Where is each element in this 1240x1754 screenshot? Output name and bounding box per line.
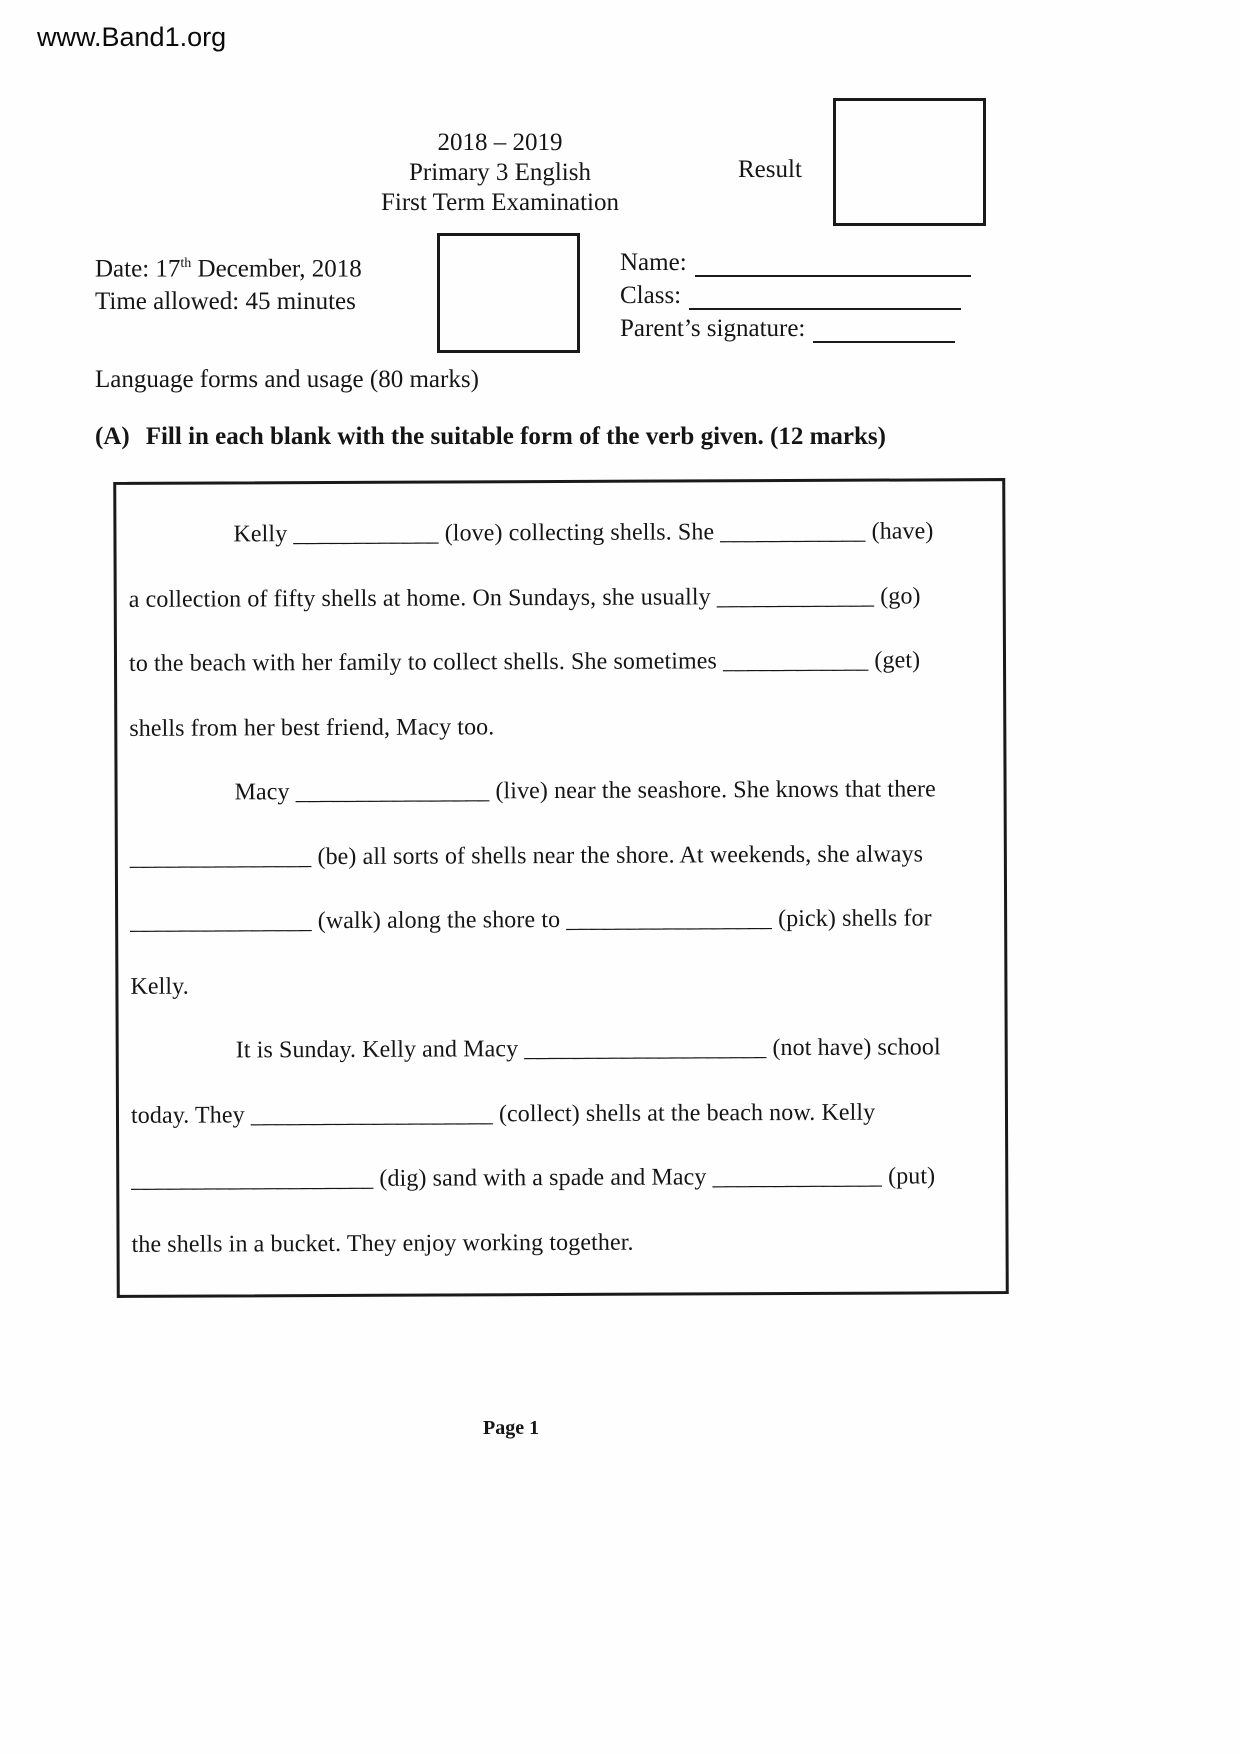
exercise-line: ____________________ (dig) sand with a spade and Macy ______________ (put) <box>131 1163 936 1193</box>
exercise-line: It is Sunday. Kelly and Macy ____________________ (not have) school <box>235 1034 941 1064</box>
blank-info-box <box>437 233 580 353</box>
part-label: (A) <box>95 423 130 450</box>
date-time-block <box>95 247 362 318</box>
exercise-line: today. They ____________________ (collect) shells at the beach now. Kelly <box>130 1099 876 1129</box>
name-blank-line <box>695 251 971 277</box>
exercise-box <box>113 478 1009 1298</box>
page-number: Page 1 <box>483 1417 540 1439</box>
exercise-line: _______________ (walk) along the shore to _________________ (pick) shells for <box>130 905 932 935</box>
exercise-line: the shells in a bucket. They enjoy working together. <box>131 1229 634 1258</box>
exam-date <box>95 247 362 285</box>
signature-blank-line <box>813 317 955 343</box>
part-a-instruction <box>95 423 886 451</box>
date-ordinal: th <box>180 256 192 271</box>
site-watermark: www.Band1.org <box>37 22 227 52</box>
exercise-line: to the beach with her family to collect shells. She sometimes ____________ (get) <box>128 647 921 677</box>
date-text: Date: 17 <box>95 255 181 283</box>
exercise-line: a collection of fifty shells at home. On Sundays, she usually _____________ (go) <box>128 582 921 613</box>
exam-year: 2018 – 2019 <box>437 129 563 156</box>
class-blank-line <box>689 284 961 310</box>
signature-row <box>620 310 971 343</box>
exercise-line: Kelly ____________ (love) collecting shells. She ____________ (have) <box>233 518 934 548</box>
signature-label: Parent’s signature: <box>620 315 806 342</box>
exercise-line: _______________ (be) all sorts of shells near the shore. At weekends, she always <box>129 840 924 871</box>
name-row <box>620 244 971 277</box>
exam-title-block <box>340 128 660 218</box>
exercise-line: shells from her best friend, Macy too. <box>129 713 495 742</box>
class-label: Class: <box>620 282 682 309</box>
student-info-block <box>620 244 971 343</box>
exercise-body <box>128 499 997 1277</box>
section-heading: Language forms and usage (80 marks) <box>95 366 479 393</box>
exercise-line: Kelly. <box>130 973 189 1000</box>
class-row <box>620 277 971 310</box>
exam-subject: Primary 3 English <box>409 159 591 186</box>
name-label: Name: <box>620 249 687 276</box>
instruction-text: Fill in each blank with the suitable form of the verb given. (12 marks) <box>145 423 886 450</box>
result-score-box <box>833 98 986 226</box>
exercise-line: Macy ________________ (live) near the seashore. She knows that there <box>234 776 936 806</box>
result-label: Result <box>738 156 802 183</box>
exam-term: First Term Examination <box>380 189 620 216</box>
time-allowed: Time allowed: 45 minutes <box>95 288 356 316</box>
date-text-rest: December, 2018 <box>191 255 362 283</box>
